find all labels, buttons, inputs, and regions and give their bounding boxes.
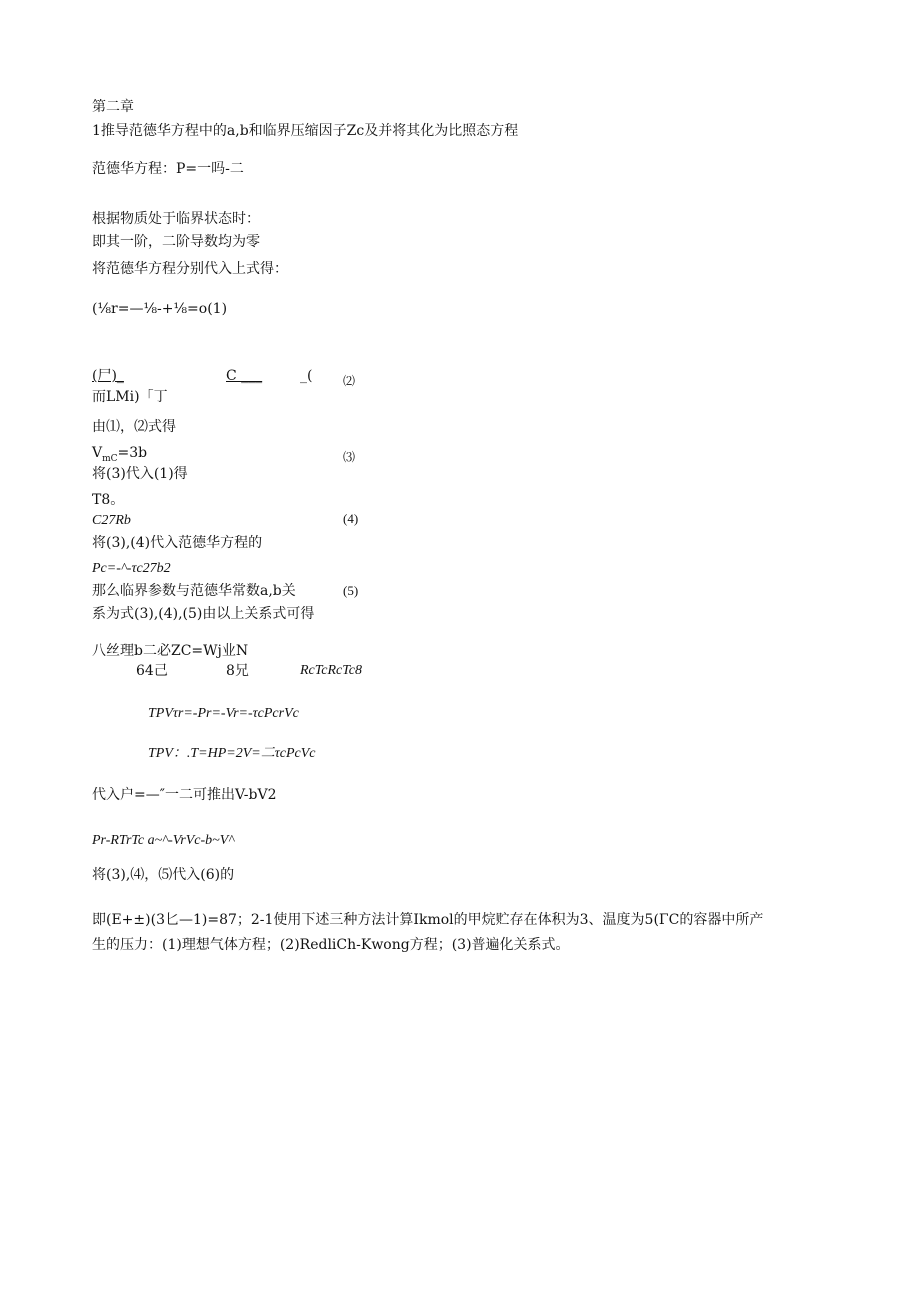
text-line: 由⑴，⑵式得 [92,419,176,435]
reduced-equation: TPVτr=-Pr=-Vr=-τcPcrVc [148,706,299,721]
equation-4: C27Rb [92,513,131,528]
equation-fragment: 8兄 [226,663,249,679]
equation-fragment: RcTcRcTc8 [300,663,362,678]
problem-2-1-line: 生的压力：(1)理想气体方程；(2)RedliCh-Kwong方程；(3)普遍化关系式。 [92,937,570,953]
problem-2-1-line: 即(E+±)(3匕—1)=87；2-1使用下述三种方法计算Ikmol的甲烷贮存在体积为3、温度为5(ΓC的容器中所产 [92,912,764,928]
text-line: 即其一阶，二阶导数均为零 [92,234,260,250]
equation-fragment: 而LMi)「丁 [92,389,168,405]
equation-5: Pc=-^-τc27b2 [92,561,171,576]
text-line: 将范德华方程分别代入上式得： [92,261,288,277]
equation-number: ⑶ [343,450,356,464]
reduced-equation: TPV：.T=HP=2V=二τcPcVc [148,746,316,761]
equation-3: $V_{mC}=3b$ [92,445,148,464]
text-line: 那么临界参数与范德华常数a,b关 [92,583,296,599]
reduced-equation: Pr-RTrTc a~^-VrVc-b~V^ [92,833,235,848]
text-line: 将(3)代入(1)得 [92,466,188,482]
equation-number: ⑵ [343,374,356,388]
text-line: 代入户=—″一二可推出V-bV2 [92,787,277,803]
problem-title: 1推导范德华方程中的a,b和临界压缩因子Zc及并将其化为比照态方程 [92,123,519,139]
text-line: 将(3),⑷，⑸代入(6)的 [92,867,235,883]
equation-number: (5) [343,583,359,598]
equation-fragment: _( [300,368,313,384]
equation-fragment: C ___ [226,368,263,384]
text-line: 根据物质处于临界状态时： [92,211,260,227]
equation-fragment: T8。 [92,492,125,508]
equation-1: (⅛r=—⅛-+⅛=o(1) [92,301,228,317]
text-line: 系为式(3),(4),(5)由以上关系式可得 [92,606,315,622]
text-line: 将(3),(4)代入范德华方程的 [92,535,263,551]
equation-fragment: 八丝理b二必ZC=Wj业N [92,643,249,659]
equation-fragment: 64己 [136,663,168,679]
chapter-heading: 第二章 [92,99,134,115]
equation-number: (4) [343,511,359,526]
vdw-equation-line: 范德华方程：P=一吗-二 [92,161,244,177]
equation-fragment: (尸)_ [92,368,124,384]
